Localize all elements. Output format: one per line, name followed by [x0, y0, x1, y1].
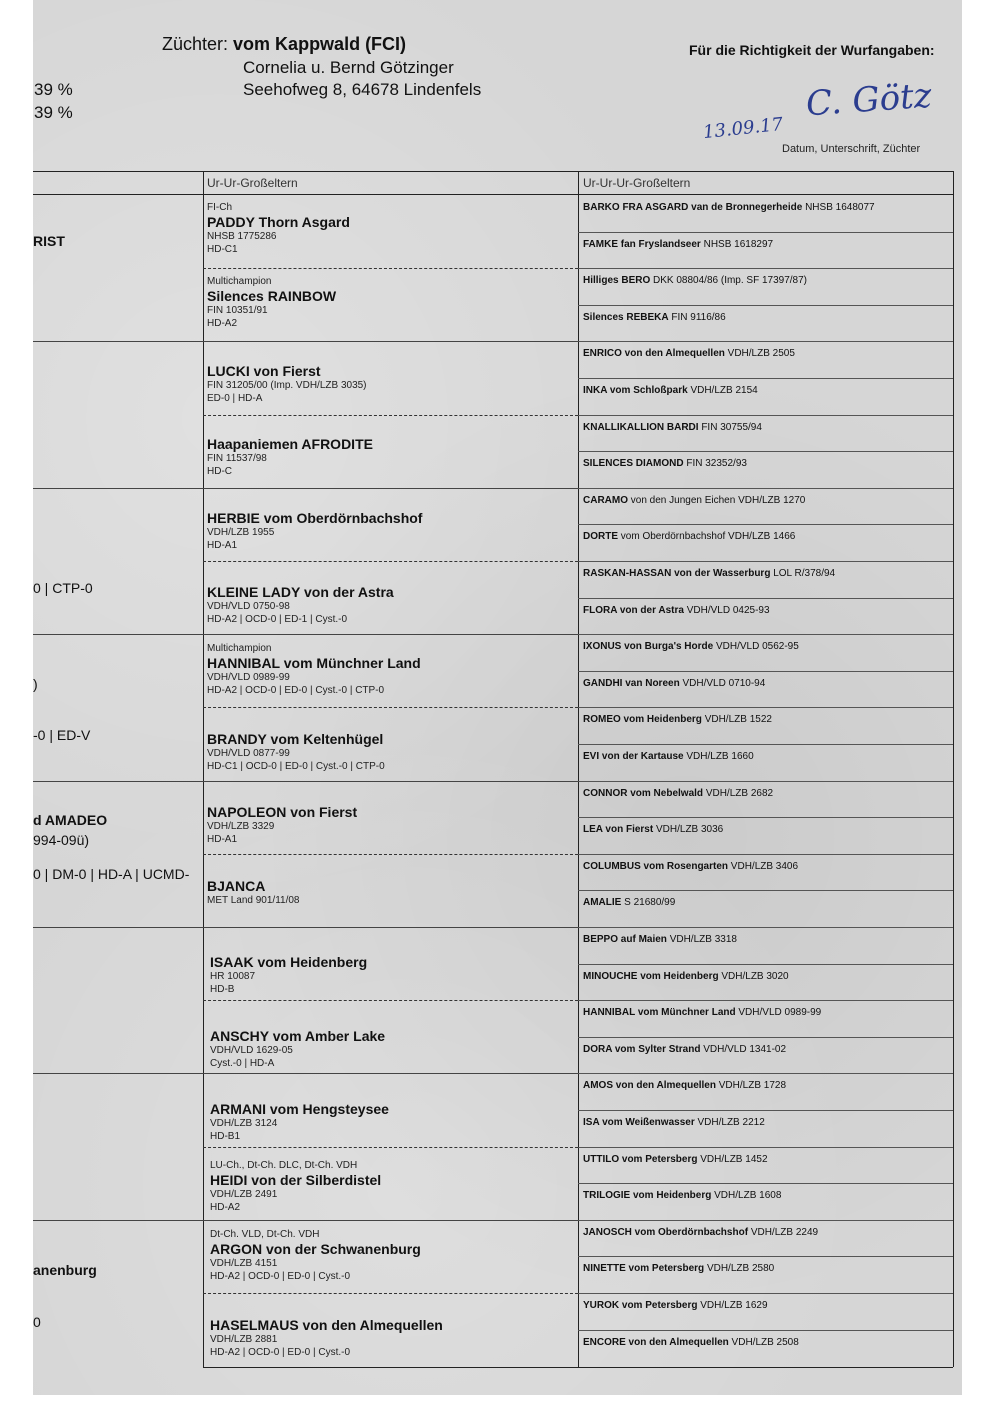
ancestor-entry	[583, 1080, 953, 1092]
ancestor-divider	[578, 232, 953, 233]
scan-margin-right	[962, 0, 992, 1403]
ancestor-entry-name: KNALLIKALLION BARDI	[583, 422, 699, 433]
ancestor-entry-registration: S 21680/99	[624, 897, 676, 908]
ancestor-entry-registration: VDH/LZB 3020	[721, 971, 789, 982]
ancestor-divider	[578, 1000, 953, 1001]
ancestor-card	[210, 1160, 580, 1214]
table-top-border	[33, 171, 953, 172]
ancestor-entry-registration: NHSB 1648077	[805, 202, 875, 213]
ancestor-divider	[578, 744, 953, 745]
ancestor-name: LUCKI von Fierst	[207, 363, 321, 379]
signature: C. Götz	[804, 75, 933, 125]
ancestor-entry-name: COLUMBUS vom Rosengarten	[583, 861, 729, 872]
ancestor-divider	[578, 634, 953, 635]
ancestor-divider	[578, 598, 953, 599]
ancestor-entry	[583, 568, 953, 580]
table-header-border	[33, 194, 953, 195]
ancestor-health: HD-A1	[207, 540, 238, 551]
ancestor-divider	[578, 1220, 953, 1221]
ancestor-name: ARGON von der Schwanenburg	[210, 1241, 421, 1257]
ancestor-entry-name: DORTE	[583, 531, 618, 542]
ancestor-divider	[578, 1330, 953, 1331]
ancestor-entry-name: BEPPO auf Maien	[583, 934, 667, 945]
ancestor-entry-registration: VDH/LZB 1452	[700, 1154, 768, 1165]
ancestor-entry-name: AMALIE	[583, 897, 622, 908]
ancestor-divider	[578, 268, 953, 269]
ancestor-entry-name: HANNIBAL vom Münchner Land	[583, 1007, 736, 1018]
ancestor-entry-registration: VDH/LZB 1522	[704, 714, 772, 725]
ancestor-divider	[578, 854, 953, 855]
ancestor-registration: FIN 10351/91	[207, 305, 268, 316]
row-divider	[203, 854, 578, 855]
ancestor-divider	[578, 1110, 953, 1111]
ancestor-divider	[578, 451, 953, 452]
ancestor-entry-name: ROMEO vom Heidenberg	[583, 714, 702, 725]
ancestor-entry-registration: LOL R/378/94	[773, 568, 836, 579]
ancestor-name: Haapaniemen AFRODITE	[207, 436, 373, 452]
ancestor-card	[207, 202, 577, 256]
signature-date: 13.09.17	[702, 113, 785, 144]
row-divider	[203, 415, 578, 416]
ancestor-divider	[578, 305, 953, 306]
scan-margin-bottom	[0, 1395, 992, 1403]
ancestor-entry	[583, 824, 953, 836]
ancestor-title: Multichampion	[207, 643, 272, 654]
ancestor-entry	[583, 1190, 953, 1202]
left-fragment: 0 | DM-0 | HD-A | UCMD-	[33, 866, 190, 882]
ancestor-name: HASELMAUS von den Almequellen	[210, 1317, 443, 1333]
ancestor-entry-registration: VDH/LZB 1608	[714, 1190, 782, 1201]
ancestor-entry-registration: VDH/VLD 0425-93	[686, 605, 770, 616]
ancestor-entry	[583, 385, 953, 397]
ancestor-name: ANSCHY vom Amber Lake	[210, 1028, 386, 1044]
ancestor-entry-registration: vom Oberdörnbachshof VDH/LZB 1466	[620, 531, 796, 542]
ancestor-entry	[583, 1337, 953, 1349]
row-divider	[203, 268, 578, 269]
ancestor-entry-name: CONNOR vom Nebelwald	[583, 788, 704, 799]
ancestor-divider	[578, 707, 953, 708]
correctness-title: Für die Richtigkeit der Wurfangaben:	[689, 42, 935, 58]
ancestor-entry-name: JANOSCH vom Oberdörnbachshof	[583, 1227, 749, 1238]
ancestor-entry-name: ENCORE von den Almequellen	[583, 1337, 729, 1348]
ancestor-entry-registration: VDH/LZB 1629	[700, 1300, 768, 1311]
scan-margin-left	[0, 0, 33, 1403]
ancestor-card	[207, 276, 577, 330]
ancestor-card	[207, 363, 577, 405]
ancestor-health: HD-A2	[210, 1202, 241, 1213]
ancestor-entry	[583, 605, 953, 617]
ancestor-entry-name: CARAMO	[583, 495, 628, 506]
left-fragment: 0 | CTP-0	[33, 580, 93, 596]
ancestor-registration: MET Land 901/11/08	[207, 895, 300, 906]
ancestor-divider	[578, 671, 953, 672]
ancestor-entry	[583, 275, 953, 287]
ancestor-name: Silences RAINBOW	[207, 288, 337, 304]
ancestor-name: HEIDI von der Silberdistel	[210, 1172, 382, 1188]
ancestor-entry-registration: VDH/VLD 0562-95	[715, 641, 799, 652]
ancestor-entry-registration: NHSB 1618297	[703, 239, 774, 250]
ancestor-divider	[578, 1037, 953, 1038]
ancestor-health: Cyst.-0 | HD-A	[210, 1058, 275, 1069]
ancestor-card	[210, 1317, 580, 1359]
ancestor-entry	[583, 897, 953, 909]
column-header-great-great-great-grandparents: Ur-Ur-Ur-Großeltern	[583, 176, 691, 190]
ancestor-entry	[583, 678, 953, 690]
ancestor-entry	[583, 312, 953, 324]
ancestor-divider	[578, 1293, 953, 1294]
ancestor-entry-registration: VDH/LZB 1660	[686, 751, 754, 762]
ancestor-entry-registration: VDH/LZB 2505	[727, 348, 795, 359]
ancestor-entry	[583, 1227, 953, 1239]
ancestor-entry	[583, 458, 953, 470]
ancestor-registration: NHSB 1775286	[207, 231, 277, 242]
ancestor-card	[210, 1229, 580, 1283]
ancestor-entry-registration: VDH/VLD 0710-94	[682, 678, 766, 689]
row-divider	[203, 1147, 578, 1148]
ancestor-entry-name: Silences REBEKA	[583, 312, 669, 323]
ancestor-entry	[583, 1117, 953, 1129]
ancestor-entry-name: GANDHI van Noreen	[583, 678, 680, 689]
ancestor-entry	[583, 934, 953, 946]
ancestor-entry-name: FAMKE fan Fryslandseer	[583, 239, 701, 250]
ancestor-name: ISAAK vom Heidenberg	[210, 954, 368, 970]
ancestor-entry-registration: VDH/LZB 2249	[750, 1227, 819, 1238]
ancestor-card	[207, 584, 577, 626]
ancestor-entry-name: IXONUS von Burga's Horde	[583, 641, 714, 652]
ancestor-entry	[583, 751, 953, 763]
ancestor-card	[207, 731, 577, 773]
ancestor-entry-registration: FIN 9116/86	[671, 312, 726, 323]
ancestor-entry-registration: VDH/VLD 0989-99	[738, 1007, 822, 1018]
ancestor-entry	[583, 641, 953, 653]
ancestor-divider	[578, 964, 953, 965]
row-divider	[203, 707, 578, 708]
ancestor-entry-name: ISA vom Weißenwasser	[583, 1117, 695, 1128]
row-divider	[203, 1293, 578, 1294]
ancestor-entry-name: EVI von der Kartause	[583, 751, 684, 762]
ancestor-title: Dt-Ch. VLD, Dt-Ch. VDH	[210, 1229, 320, 1240]
ancestor-health: HD-A2 | OCD-0 | ED-0 | Cyst.-0	[210, 1347, 351, 1358]
ancestor-name: NAPOLEON von Fierst	[207, 804, 358, 820]
ancestor-entry-registration: VDH/LZB 2508	[731, 1337, 799, 1348]
ancestor-entry	[583, 1263, 953, 1275]
ancestor-card	[207, 643, 577, 697]
ancestor-divider	[578, 415, 953, 416]
ancestor-name: PADDY Thorn Asgard	[207, 214, 350, 230]
ancestor-entry-registration: VDH/LZB 2154	[690, 385, 758, 396]
ancestor-name: ARMANI vom Hengsteysee	[210, 1101, 389, 1117]
ancestor-divider	[578, 1183, 953, 1184]
column-divider-1	[203, 171, 204, 1367]
ancestor-card	[210, 1101, 580, 1143]
ancestor-entry-registration: VDH/LZB 2580	[706, 1263, 775, 1274]
ancestor-entry-registration: VDH/LZB 2682	[705, 788, 774, 799]
table-right-border	[953, 171, 954, 1367]
breeder-line	[162, 34, 406, 55]
left-fragment: 0	[33, 1314, 41, 1330]
breeder-address: Seehofweg 8, 64678 Lindenfels	[243, 80, 482, 99]
ancestor-registration: VDH/LZB 4151	[210, 1258, 278, 1269]
ancestor-divider	[578, 1073, 953, 1074]
ancestor-divider	[578, 561, 953, 562]
left-fragment: d AMADEO	[33, 812, 108, 828]
ancestor-health: HD-C1	[207, 244, 238, 255]
table-bottom-border	[203, 1367, 953, 1368]
ancestor-title: Multichampion	[207, 276, 272, 287]
ancestor-registration: VDH/LZB 3329	[207, 821, 275, 832]
breeder-kennel: vom Kappwald (FCI)	[233, 34, 407, 54]
ancestor-entry-name: TRILOGIE vom Heidenberg	[583, 1190, 712, 1201]
ancestor-entry-registration: VDH/VLD 1341-02	[703, 1044, 787, 1055]
ancestor-divider	[578, 488, 953, 489]
ancestor-registration: VDH/VLD 0750-98	[207, 601, 290, 612]
ancestor-health: HD-A2 | OCD-0 | ED-1 | Cyst.-0	[207, 614, 348, 625]
ancestor-name: HANNIBAL vom Münchner Land	[207, 655, 421, 671]
row-divider	[33, 488, 578, 489]
ancestor-card	[207, 436, 577, 478]
ancestor-registration: HR 10087	[210, 971, 256, 982]
ancestor-entry-registration: FIN 30755/94	[701, 422, 762, 433]
ancestor-entry-name: AMOS von den Almequellen	[583, 1080, 716, 1091]
row-divider	[203, 1000, 578, 1001]
ancestor-health: HD-B1	[210, 1131, 241, 1142]
ancestor-entry-registration: von den Jungen Eichen VDH/LZB 1270	[630, 495, 806, 506]
ancestor-title: FI-Ch	[207, 202, 232, 213]
ancestor-card	[210, 1028, 580, 1070]
ancestor-entry-registration: VDH/LZB 3318	[669, 934, 737, 945]
ancestor-health: HD-A1	[207, 834, 238, 845]
ancestor-title: LU-Ch., Dt-Ch. DLC, Dt-Ch. VDH	[210, 1160, 358, 1171]
ancestor-registration: VDH/VLD 1629-05	[210, 1045, 293, 1056]
ancestor-entry	[583, 861, 953, 873]
ancestor-health: HD-C1 | OCD-0 | ED-0 | Cyst.-0 | CTP-0	[207, 761, 385, 772]
ancestor-entry	[583, 1044, 953, 1056]
ancestor-entry-registration: DKK 08804/86 (Imp. SF 17397/87)	[653, 275, 808, 286]
ancestor-entry	[583, 1007, 953, 1019]
ancestor-entry-name: BARKO FRA ASGARD van de Bronnegerheide	[583, 202, 803, 213]
ancestor-divider	[578, 524, 953, 525]
row-divider	[33, 341, 578, 342]
ancestor-entry-name: LEA von Fierst	[583, 824, 654, 835]
left-fragment: )	[33, 676, 38, 692]
left-fragment: -0 | ED-V	[33, 727, 91, 743]
ancestor-health: HD-A2 | OCD-0 | ED-0 | Cyst.-0	[210, 1271, 351, 1282]
ancestor-card	[210, 954, 580, 996]
ancestor-health: HD-C	[207, 466, 232, 477]
ancestor-registration: FIN 11537/98	[207, 453, 267, 464]
ancestor-card	[207, 878, 577, 907]
ancestor-entry-name: MINOUCHE vom Heidenberg	[583, 971, 719, 982]
row-divider	[33, 781, 578, 782]
ancestor-card	[207, 510, 577, 552]
ancestor-divider	[578, 341, 953, 342]
ancestor-registration: FIN 31205/00 (Imp. VDH/LZB 3035)	[207, 380, 367, 391]
ancestor-entry	[583, 971, 953, 983]
ancestor-name: BJANCA	[207, 878, 266, 894]
ancestor-entry-name: FLORA von der Astra	[583, 605, 684, 616]
ancestor-registration: VDH/LZB 3124	[210, 1118, 278, 1129]
left-fragment: anenburg	[33, 1262, 97, 1278]
ancestor-entry-name: UTTILO vom Petersberg	[583, 1154, 698, 1165]
column-header-great-great-grandparents: Ur-Ur-Großeltern	[207, 176, 298, 190]
ancestor-entry	[583, 348, 953, 360]
row-divider	[33, 927, 578, 928]
ancestor-divider	[578, 927, 953, 928]
ancestor-entry	[583, 202, 953, 214]
ancestor-health: ED-0 | HD-A	[207, 393, 263, 404]
ancestor-entry-name: YUROK vom Petersberg	[583, 1300, 698, 1311]
ancestor-entry-registration: VDH/LZB 3406	[730, 861, 799, 872]
row-divider	[203, 561, 578, 562]
ancestor-entry-name: NINETTE vom Petersberg	[583, 1263, 705, 1274]
ancestor-registration: VDH/VLD 0877-99	[207, 748, 290, 759]
ancestor-entry	[583, 788, 953, 800]
ancestor-registration: VDH/LZB 1955	[207, 527, 275, 538]
ancestor-entry-registration: VDH/LZB 1728	[718, 1080, 787, 1091]
left-fragment: 994-09ü)	[33, 832, 90, 848]
ancestor-entry	[583, 1154, 953, 1166]
signature-caption: Datum, Unterschrift, Züchter	[782, 143, 921, 155]
ancestor-divider	[578, 817, 953, 818]
ancestor-entry-name: ENRICO von den Almequellen	[583, 348, 725, 359]
ancestor-entry	[583, 495, 953, 507]
percent-value-1: 39 %	[34, 80, 73, 99]
row-divider	[33, 1073, 578, 1074]
ancestor-health: HD-B	[210, 984, 235, 995]
row-divider	[33, 1220, 578, 1221]
row-divider	[33, 634, 578, 635]
ancestor-card	[207, 804, 577, 846]
ancestor-registration: VDH/LZB 2881	[210, 1334, 278, 1345]
ancestor-health: HD-A2 | OCD-0 | ED-0 | Cyst.-0 | CTP-0	[207, 685, 385, 696]
ancestor-entry	[583, 239, 953, 251]
ancestor-entry-name: DORA vom Sylter Strand	[583, 1044, 701, 1055]
ancestor-entry	[583, 714, 953, 726]
ancestor-divider	[578, 890, 953, 891]
ancestor-divider	[578, 781, 953, 782]
ancestor-entry-name: SILENCES DIAMOND	[583, 458, 684, 469]
ancestor-entry-name: Hilliges BERO	[583, 275, 651, 286]
breeder-names: Cornelia u. Bernd Götzinger	[243, 58, 454, 77]
ancestor-name: HERBIE vom Oberdörnbachshof	[207, 510, 423, 526]
ancestor-entry-name: RASKAN-HASSAN von der Wasserburg	[583, 568, 771, 579]
ancestor-divider	[578, 378, 953, 379]
ancestor-registration: VDH/VLD 0989-99	[207, 672, 290, 683]
ancestor-entry	[583, 1300, 953, 1312]
ancestor-divider	[578, 1147, 953, 1148]
left-fragment: RIST	[33, 233, 65, 249]
ancestor-divider	[578, 1256, 953, 1257]
ancestor-entry-registration: FIN 32352/93	[686, 458, 747, 469]
ancestor-name: BRANDY vom Keltenhügel	[207, 731, 384, 747]
ancestor-entry-registration: VDH/LZB 3036	[655, 824, 724, 835]
percent-value-2: 39 %	[34, 103, 73, 122]
ancestor-health: HD-A2	[207, 318, 238, 329]
ancestor-name: KLEINE LADY von der Astra	[207, 584, 394, 600]
ancestor-entry	[583, 422, 953, 434]
ancestor-entry-name: INKA vom Schloßpark	[583, 385, 688, 396]
ancestor-entry-registration: VDH/LZB 2212	[697, 1117, 765, 1128]
breeder-label: Züchter:	[162, 34, 229, 54]
ancestor-registration: VDH/LZB 2491	[210, 1189, 278, 1200]
ancestor-entry	[583, 531, 953, 543]
